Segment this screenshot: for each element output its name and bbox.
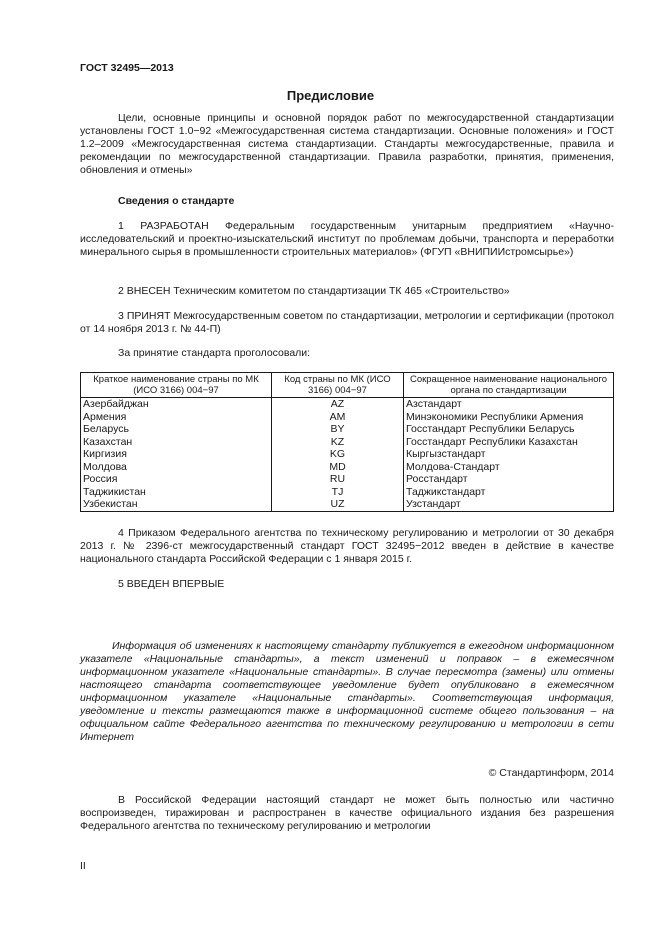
page-number: II xyxy=(80,860,86,872)
table-row xyxy=(81,448,614,461)
table-row xyxy=(81,436,614,449)
country-code-cell: BY xyxy=(272,423,404,436)
table-row xyxy=(81,411,614,424)
standards-body-cell: Госстандарт Республики Казахстан xyxy=(404,436,614,449)
country-cell: Азербайджан xyxy=(81,398,272,411)
country-cell: Узбекистан xyxy=(81,498,272,511)
standards-body-cell: Госстандарт Республики Беларусь xyxy=(404,423,614,436)
intro-paragraph: Цели, основные принципы и основной порядок работ по межгосударственной стандартизации установлены ГОСТ 1.0−92 «Межгосударственная система стандартизации. Основные положения» и ГОСТ 1.2–2009 «Межгосударственная система стандартизации. Стандарты межгосударственные, правила и рекомендации по межгосударственной стандартизации. Правила разработки, принятия, применения, обновления и отмены» xyxy=(80,112,614,176)
country-code-cell: AM xyxy=(272,411,404,424)
table-row xyxy=(81,398,614,411)
standards-body-cell: Минэкономики Республики Армения xyxy=(404,411,614,424)
country-code-cell: AZ xyxy=(272,398,404,411)
item-first-time: 5 ВВЕДЕН ВПЕРВЫЕ xyxy=(118,578,225,590)
section-heading: Сведения о стандарте xyxy=(118,195,235,207)
country-code-cell: MD xyxy=(272,461,404,474)
table-row xyxy=(81,486,614,499)
member-states-table xyxy=(80,372,614,512)
country-cell: Россия xyxy=(81,473,272,486)
header-code: Код страны по МК (ИСО 3166) 004−97 xyxy=(272,373,404,398)
standards-body-cell: Узстандарт xyxy=(404,498,614,511)
item-developed: 1 РАЗРАБОТАН Федеральным государственным унитарным предприятием «Научно-исследовательский и проектно-изыскательский институт по проблемам добычи, транспорта и переработки минерального сырья в промышленности строительных материалов» (ФГУП «ВНИПИИстромсырье») xyxy=(80,220,614,258)
information-notice: Информация об изменениях к настоящему стандарту публикуется в ежегодном информационном указателе «Национальные стандарты», а текст изменений и поправок – в ежемесячном информационном указателе «Национальные стандарты». В случае пересмотра (замены) или отмены настоящего стандарта соответствующее уведомление будет опубликовано в ежемесячном информационном указателе «Национальные стандарты». Соответствующая информация, уведомление и тексты размещаются также в информационной системе общего пользования – на официальном сайте Федерального агентства по техническому регулированию и метрологии в сети Интернет xyxy=(80,640,614,743)
table-body xyxy=(81,398,614,512)
header-country: Краткое наименование страны по МК (ИСО 3166) 004−97 xyxy=(81,373,272,398)
country-code-cell: TJ xyxy=(272,486,404,499)
country-code-cell: KG xyxy=(272,448,404,461)
reproduction-notice: В Российской Федерации настоящий стандарт не может быть полностью или частично воспроизведен, тиражирован и распространен в качестве официального издания без разрешения Федерального агентства по техническому регулированию и метрологии xyxy=(80,794,614,832)
country-cell: Киргизия xyxy=(81,448,272,461)
standards-body-cell: Азстандарт xyxy=(404,398,614,411)
country-code-cell: RU xyxy=(272,473,404,486)
table-row xyxy=(81,498,614,511)
standards-body-cell: Росстандарт xyxy=(404,473,614,486)
page-title: Предисловие xyxy=(286,88,375,103)
item-introduced: 2 ВНЕСЕН Техническим комитетом по стандартизации ТК 465 «Строительство» xyxy=(118,285,510,297)
voted-intro: За принятие стандарта проголосовали: xyxy=(118,347,311,359)
country-code-cell: UZ xyxy=(272,498,404,511)
country-cell: Армения xyxy=(81,411,272,424)
document-code: ГОСТ 32495—2013 xyxy=(80,62,174,74)
item-order: 4 Приказом Федерального агентства по техническому регулированию и метрологии от 30 декабря 2013 г. № 2396-ст межгосударственный стандарт ГОСТ 32495−2012 введен в действие в качестве национального стандарта Российской Федерации с 1 января 2015 г. xyxy=(80,527,614,565)
table-row xyxy=(81,423,614,436)
standards-body-cell: Молдова-Стандарт xyxy=(404,461,614,474)
standards-body-cell: Таджикстандарт xyxy=(404,486,614,499)
country-cell: Молдова xyxy=(81,461,272,474)
table-row xyxy=(81,461,614,474)
standards-body-cell: Кыргызстандарт xyxy=(404,448,614,461)
table-row xyxy=(81,473,614,486)
table-header-row xyxy=(81,373,614,398)
country-cell: Таджикистан xyxy=(81,486,272,499)
copyright: © Стандартинформ, 2014 xyxy=(488,767,614,779)
country-cell: Казахстан xyxy=(81,436,272,449)
country-cell: Беларусь xyxy=(81,423,272,436)
country-code-cell: KZ xyxy=(272,436,404,449)
header-standards-body: Сокращенное наименование национального органа по стандартизации xyxy=(404,373,614,398)
item-adopted: 3 ПРИНЯТ Межгосударственным советом по стандартизации, метрологии и сертификации (протокол от 14 ноября 2013 г. № 44-П) xyxy=(80,310,614,335)
